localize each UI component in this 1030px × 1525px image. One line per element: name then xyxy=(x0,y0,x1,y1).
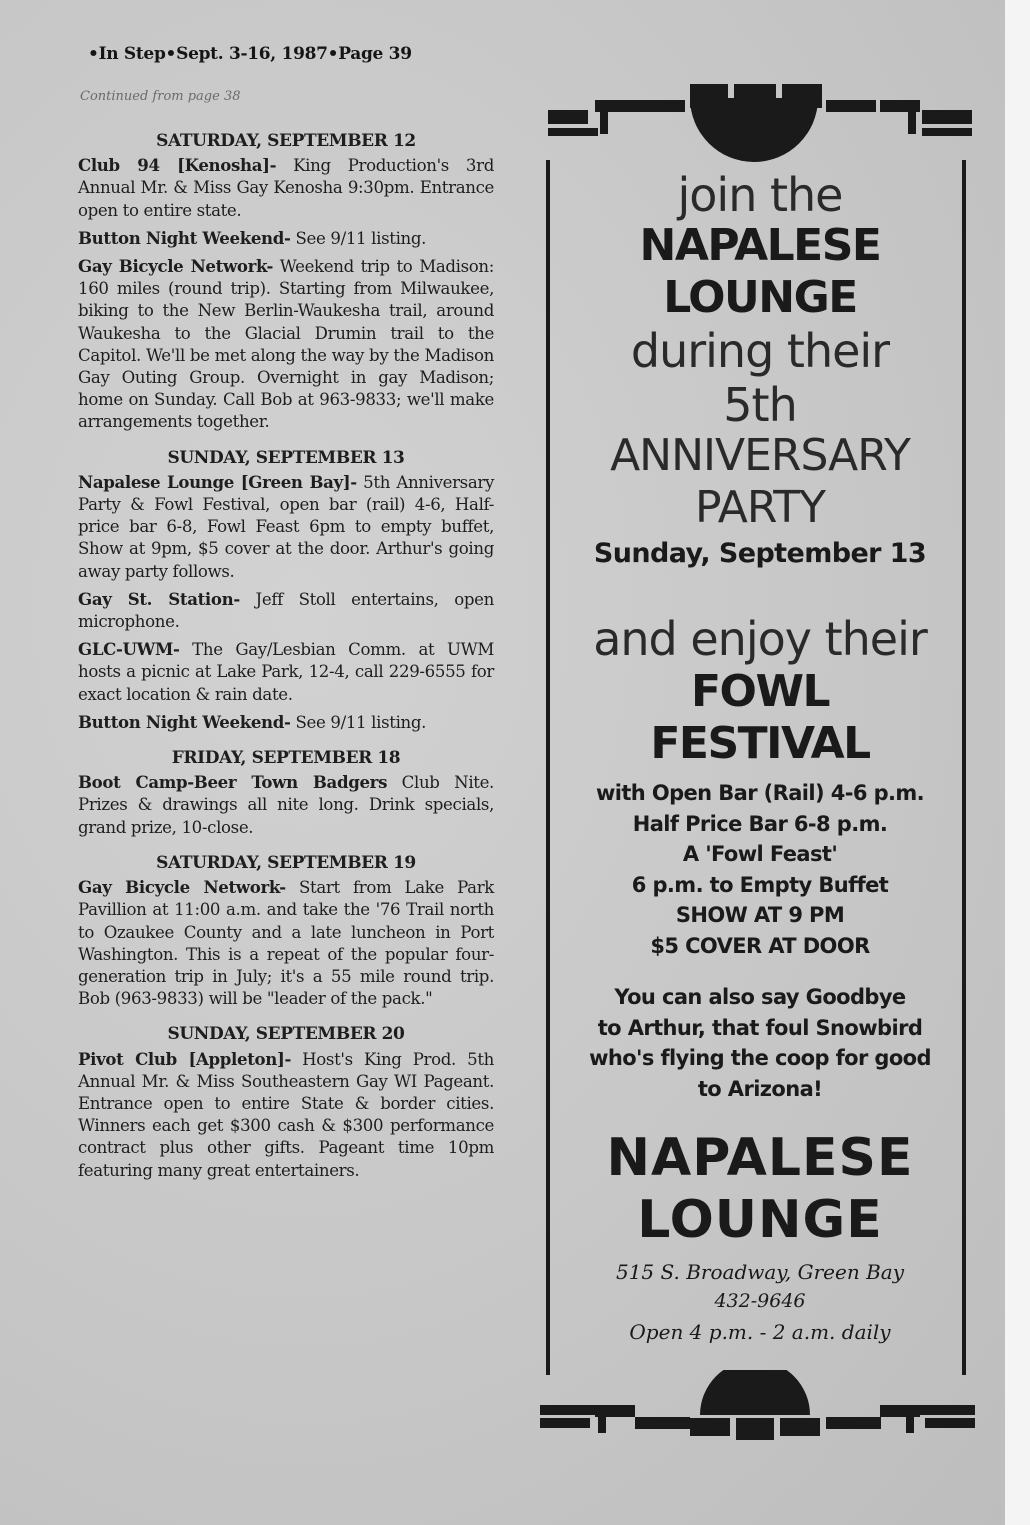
event-name: Boot Camp-Beer Town Badgers xyxy=(78,772,388,793)
ad-phone: 432-9646 xyxy=(714,1290,806,1312)
ad-party-text: PARTY xyxy=(695,482,825,533)
ad-detail-line: $5 COVER AT DOOR xyxy=(650,933,870,958)
day-block xyxy=(78,447,494,734)
event-description: See 9/11 listing. xyxy=(290,228,427,248)
event-name: Pivot Club [Appleton]- xyxy=(78,1048,291,1069)
event-entry xyxy=(78,227,494,250)
event-description: Jeff Stoll entertains, open microphone. xyxy=(78,589,494,632)
ad-address: 515 S. Broadway, Green Bay xyxy=(615,1260,905,1284)
event-description: Club Nite. Prizes & drawings all nite long. Drink specials, grand prize, 10-close. xyxy=(78,773,494,837)
ad-date: Sunday, September 13 xyxy=(593,538,927,569)
ad-detail-line: with Open Bar (Rail) 4-6 p.m. xyxy=(595,781,925,805)
event-name: Gay Bicycle Network- xyxy=(78,256,274,277)
ad-detail-line: 6 p.m. to Empty Buffet xyxy=(631,872,889,897)
day-heading: SUNDAY, SEPTEMBER 20 xyxy=(167,1024,405,1045)
event-entry xyxy=(78,876,494,1010)
ad-goodbye-line: to Arthur, that foul Snowbird xyxy=(597,1015,923,1040)
event-description: King Production's 3rd Annual Mr. & Miss Gay Kenosha 9:30pm. Entrance open to entire state. xyxy=(78,156,494,220)
ad-fifth-text: 5th xyxy=(723,378,797,432)
event-entry xyxy=(78,588,494,633)
top-ornament-icon xyxy=(540,70,980,170)
event-name: Club 94 [Kenosha]- xyxy=(78,155,277,176)
bottom-ornament-icon xyxy=(540,1370,980,1450)
continued-note: Continued from page 38 xyxy=(80,89,241,104)
ad-goodbye-line: to Arizona! xyxy=(697,1076,823,1101)
event-entry xyxy=(78,771,494,839)
ad-details xyxy=(550,778,970,961)
event-entry xyxy=(78,711,494,734)
ad-detail-line: SHOW AT 9 PM xyxy=(675,903,845,927)
napalese-lounge-ad xyxy=(540,70,980,1450)
ad-hours: Open 4 p.m. - 2 a.m. daily xyxy=(629,1320,891,1344)
ad-detail-line: A 'Fowl Feast' xyxy=(682,842,838,866)
event-listings xyxy=(78,130,494,1195)
day-heading: SATURDAY, SEPTEMBER 12 xyxy=(156,131,416,151)
event-description: Weekend trip to Madison: 160 miles (round trip). Starting from Milwaukee, biking to the New Berlin-Waukesha trail, around Waukesha to the Glacial Drumin trail to the Capitol. We'll be met along the way by the Madison Gay Outing Group. Overnight in gay Madison; home on Sunday. Call Bob at 963-9833; we'll make arrangements together. xyxy=(78,257,494,432)
day-block xyxy=(78,852,494,1010)
ad-goodbye-line: You can also say Goodbye xyxy=(614,985,906,1009)
event-entry xyxy=(78,154,494,222)
ad-detail-line: Half Price Bar 6-8 p.m. xyxy=(632,811,888,836)
ad-during-text: during their xyxy=(630,324,890,378)
ad-festival-text: FESTIVAL xyxy=(650,718,870,769)
event-description: See 9/11 listing. xyxy=(290,712,427,732)
ad-footer-name1: NAPALESE xyxy=(606,1128,914,1188)
event-name: Button Night Weekend- xyxy=(78,227,291,248)
event-description: 5th Anniversary Party & Fowl Festival, open bar (rail) 4-6, Half-price bar 6-8, Fowl Feast 6pm to empty buffet, Show at 9pm, $5 cover at the door. Arthur's going away party follows. xyxy=(78,472,494,581)
day-heading: FRIDAY, SEPTEMBER 18 xyxy=(171,748,401,769)
event-description: Start from Lake Park Pavillion at 11:00 a.m. and take the '76 Trail north to Ozaukee County and a late luncheon in Port Washington. This is a repeat of the popular four-generation trip in July; it's a 55 mile round trip. Bob (963-9833) will be "leader of the pack." xyxy=(78,878,495,1009)
ad-fowl-text: FOWL xyxy=(690,666,830,717)
event-name: GLC-UWM- xyxy=(78,639,180,660)
event-entry xyxy=(78,638,494,706)
ad-venue-line1: NAPALESE xyxy=(639,220,881,271)
event-name: Napalese Lounge [Green Bay]- xyxy=(78,471,357,492)
day-heading: SUNDAY, SEPTEMBER 13 xyxy=(167,447,405,468)
event-entry xyxy=(78,471,494,583)
event-description: Host's King Prod. 5th Annual Mr. & Miss Southeastern Gay WI Pageant. Entrance open to entire State & border cities. Winners each get $300 cash & $300 performance contract plus other gifts. Pageant time 10pm featuring many great entertainers. xyxy=(78,1049,494,1180)
event-description: The Gay/Lesbian Comm. at UWM hosts a picnic at Lake Park, 12-4, call 229-6555 for exact location & rain date. xyxy=(78,640,494,704)
event-name: Gay St. Station- xyxy=(78,588,240,609)
event-name: Gay Bicycle Network- xyxy=(78,877,286,898)
event-entry xyxy=(78,255,494,434)
day-block xyxy=(78,130,494,434)
day-heading: SATURDAY, SEPTEMBER 19 xyxy=(156,852,416,873)
ad-enjoy-text: and enjoy their xyxy=(593,612,927,666)
day-block xyxy=(78,747,494,839)
page-edge xyxy=(1005,0,1030,1525)
page-dateline: •In Step•Sept. 3-16, 1987•Page 39 xyxy=(88,44,412,64)
ad-footer-name2: LOUNGE xyxy=(637,1190,883,1250)
ad-goodbye-message xyxy=(550,982,970,1104)
ad-goodbye-line: who's flying the coop for good xyxy=(589,1046,931,1070)
day-block xyxy=(78,1023,494,1181)
event-entry xyxy=(78,1048,494,1182)
ad-venue-line2: LOUNGE xyxy=(663,272,857,323)
event-name: Button Night Weekend- xyxy=(78,711,291,732)
ad-anniversary-text: ANNIVERSARY xyxy=(610,430,910,481)
ad-join-text: join the xyxy=(677,168,843,222)
